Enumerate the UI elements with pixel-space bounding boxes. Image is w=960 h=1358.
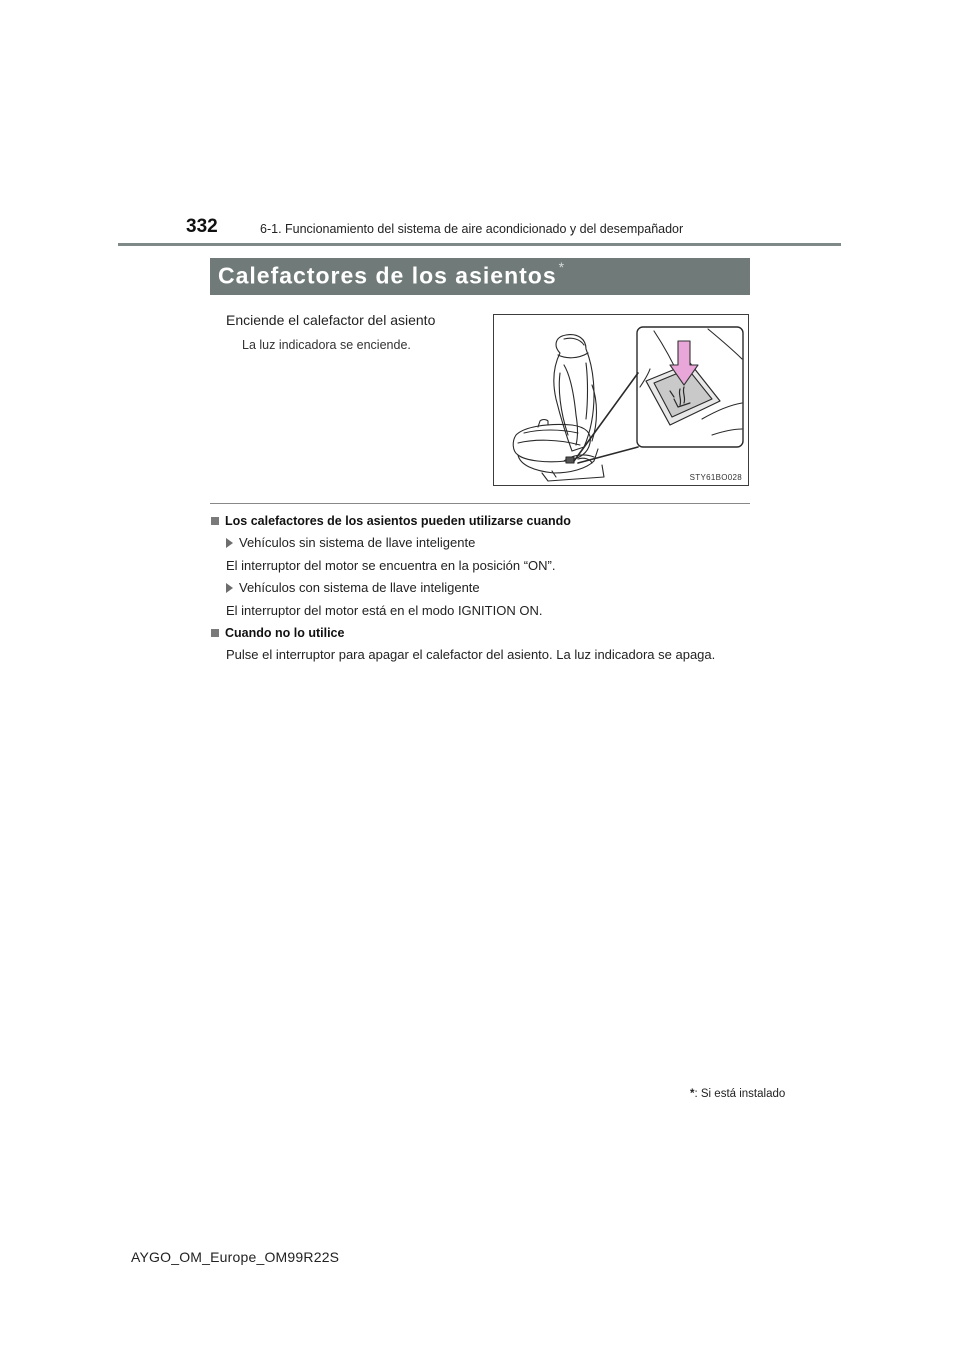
- triangle-bullet-icon: [226, 538, 233, 548]
- figure-code: STY61BO028: [689, 473, 742, 482]
- no-smart-key-text: El interruptor del motor se encuentra en la posición “ON”.: [226, 558, 556, 573]
- lead-text: Enciende el calefactor del asiento: [226, 312, 436, 328]
- no-smart-key-label: Vehículos sin sistema de llave inteligente: [239, 535, 476, 550]
- running-header: 6-1. Funcionamiento del sistema de aire acondicionado y del desempañador: [260, 222, 684, 236]
- section-title: [218, 259, 566, 290]
- triangle-bullet-icon: [226, 583, 233, 593]
- not-in-use-heading: [211, 626, 344, 640]
- smart-key-text: El interruptor del motor está en el modo IGNITION ON.: [226, 603, 543, 618]
- page-number: 332: [186, 216, 218, 237]
- square-bullet-icon: [211, 629, 219, 637]
- section-divider: [210, 503, 750, 504]
- lead-subtext: La luz indicadora se enciende.: [242, 338, 411, 352]
- illustration-drawing: [494, 315, 748, 485]
- usable-heading-text: Los calefactores de los asientos pueden utilizarse cuando: [225, 514, 571, 528]
- section-title-text: Calefactores de los asientos: [218, 262, 557, 289]
- installed-footnote: [690, 1088, 785, 1100]
- square-bullet-icon: [211, 517, 219, 525]
- installed-asterisk-icon: *: [558, 259, 566, 275]
- document-code: AYGO_OM_Europe_OM99R22S: [131, 1249, 340, 1265]
- footnote-text: : Si está instalado: [694, 1088, 786, 1100]
- header-rule: [118, 243, 841, 246]
- not-in-use-heading-text: Cuando no lo utilice: [225, 626, 345, 640]
- not-in-use-text: Pulse el interruptor para apagar el calefactor del asiento. La luz indicadora se apaga.: [226, 647, 716, 662]
- no-smart-key-item: [226, 535, 475, 550]
- footnote-asterisk-icon: *: [690, 1088, 695, 1100]
- usable-heading: [211, 514, 571, 528]
- smart-key-label: Vehículos con sistema de llave inteligente: [239, 580, 480, 595]
- seat-heater-illustration: [493, 314, 749, 486]
- smart-key-item: [226, 580, 480, 595]
